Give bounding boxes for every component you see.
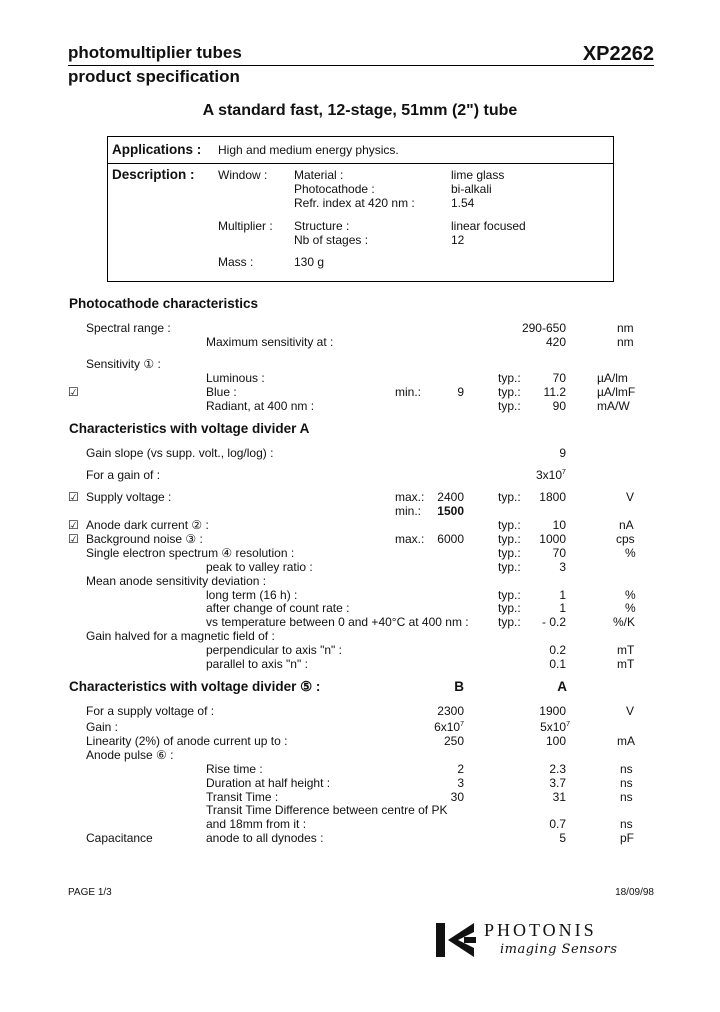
subcategory-title: product specification [68,67,240,86]
capacitance-label: Capacitance [86,831,153,845]
gain-slope-value: 9 [559,446,566,460]
blue-label: Blue : [206,385,237,399]
blue-min: min.: [395,385,422,399]
mass-value: 130 g [294,255,325,269]
multiplier-label: Multiplier : [218,219,273,233]
photocathode-label: Photocathode : [294,182,375,196]
duration-label: Duration at half height : [206,776,331,790]
checkbox-icon: ☑ [68,385,79,399]
structure-label: Structure : [294,219,350,233]
linearity-a-value: 100 [545,734,566,748]
long-term-typ: typ.: [498,588,521,602]
temperature-label: vs temperature between 0 and +40°C at 400 nm : [206,615,469,629]
supply-unit-b: V [626,704,635,718]
radiant-value: 90 [552,399,566,413]
supply-a-value: 1900 [539,704,566,718]
spectral-range-label: Spectral range : [86,321,171,335]
transit-time-b: 30 [450,790,464,804]
part-number: XP2262 [582,43,654,65]
linearity-unit: mA [617,734,635,748]
ses-typ: typ.: [498,546,521,560]
blue-typ: typ.: [498,385,521,399]
radiant-unit: mA/W [597,399,630,413]
duration-a: 3.7 [549,776,566,790]
photocathode-value: bi-alkali [451,182,492,196]
count-rate-typ: typ.: [498,601,521,615]
dark-current-label: Anode dark current ② : [86,518,209,532]
mean-deviation-label: Mean anode sensitivity deviation : [86,574,267,588]
stages-value: 12 [451,233,465,247]
transit-time-unit: ns [620,790,633,804]
photocathode-heading: Photocathode characteristics [69,296,259,311]
ttd-label-line1: Transit Time Difference between centre of PK [206,803,448,817]
structure-value: linear focused [451,219,526,233]
perpendicular-value: 0.2 [549,643,566,657]
gain-for-label: For a gain of : [86,468,161,482]
blue-min-value: 9 [457,385,464,399]
header-rule [68,65,654,66]
gain-label: Gain : [86,720,119,734]
long-term-value: 1 [559,588,566,602]
applications-label: Applications : [112,142,202,157]
supply-for-label: For a supply voltage of : [86,704,215,718]
column-a-header: A [557,679,567,694]
photonis-logo-icon [434,920,478,960]
luminous-unit: µA/lm [597,371,628,385]
page-number: PAGE 1/3 [68,887,112,898]
gain-for-value: $3x10^7$ [536,468,566,482]
anode-pulse-label: Anode pulse ⑥ : [86,748,174,762]
material-value: lime glass [451,168,505,182]
capacitance-unit: pF [620,831,635,845]
temperature-value: - 0.2 [541,615,566,629]
parallel-unit: mT [617,657,635,671]
rise-time-unit: ns [620,762,633,776]
supply-voltage-label: Supply voltage : [86,490,172,504]
supply-typ: typ.: [498,490,521,504]
noise-value: 1000 [539,532,566,546]
gain-a-value: $5x10^7$ [540,720,570,734]
max-sensitivity-value: 420 [545,335,566,349]
max-sensitivity-unit: nm [617,335,634,349]
spectral-range-unit: nm [617,321,634,335]
divider-a-heading: Characteristics with voltage divider A [69,421,310,436]
refr-index-label: Refr. index at 420 nm : [294,196,415,210]
gain-halved-label: Gain halved for a magnetic field of : [86,629,275,643]
ses-label: Single electron spectrum ④ resolution : [86,546,295,560]
peak-valley-typ: typ.: [498,560,521,574]
applications-value: High and medium energy physics. [218,143,399,157]
ttd-a-value: 0.7 [549,817,566,831]
rise-time-a: 2.3 [549,762,566,776]
dark-current-value: 10 [552,518,566,532]
long-term-unit: % [625,588,636,602]
ses-value: 70 [552,546,566,560]
count-rate-unit: % [625,601,636,615]
gain-b-value: $6x10^7$ [434,720,464,734]
radiant-label: Radiant, at 400 nm : [206,399,315,413]
linearity-b-value: 250 [443,734,464,748]
supply-unit: V [626,490,635,504]
transit-time-a: 31 [552,790,566,804]
capacitance-sub-label: anode to all dynodes : [206,831,324,845]
checkbox-icon: ☑ [68,518,79,532]
rise-time-b: 2 [457,762,464,776]
supply-b-value: 2300 [437,704,464,718]
gain-slope-label: Gain slope (vs supp. volt., log/log) : [86,446,274,460]
luminous-value: 70 [552,371,566,385]
noise-unit: cps [616,532,635,546]
blue-value: 11.2 [543,385,566,399]
ttd-unit: ns [620,817,633,831]
perpendicular-unit: mT [617,643,635,657]
max-sensitivity-label: Maximum sensitivity at : [206,335,334,349]
parallel-label: parallel to axis "n" : [206,657,308,671]
checkbox-icon: ☑ [68,532,79,546]
rise-time-label: Rise time : [206,762,263,776]
duration-unit: ns [620,776,633,790]
category-title: photomultiplier tubes [68,43,242,62]
perpendicular-label: perpendicular to axis "n" : [206,643,342,657]
checkbox-icon: ☑ [68,490,79,504]
supply-value: 1800 [539,490,566,504]
count-rate-value: 1 [559,601,566,615]
column-b-header: B [454,679,464,694]
luminous-label: Luminous : [206,371,265,385]
luminous-typ: typ.: [498,371,521,385]
stages-label: Nb of stages : [294,233,369,247]
blue-unit: µA/lmF [597,385,636,399]
document-date: 18/09/98 [615,887,654,898]
supply-max: max.: [395,490,425,504]
peak-valley-label: peak to valley ratio : [206,560,313,574]
duration-b: 3 [457,776,464,790]
count-rate-label: after change of count rate : [206,601,350,615]
spectral-range-value: 290-650 [521,321,566,335]
long-term-label: long term (16 h) : [206,588,298,602]
description-label: Description : [112,167,195,182]
divider-b-heading: Characteristics with voltage divider ⑤ : [69,679,321,694]
supply-max-value: 2400 [437,490,464,504]
window-label: Window : [218,168,268,182]
mass-label: Mass : [218,255,254,269]
material-label: Material : [294,168,344,182]
supply-min: min.: [395,504,422,518]
parallel-value: 0.1 [549,657,566,671]
dark-current-unit: nA [619,518,634,532]
supply-min-value: 1500 [437,504,464,518]
refr-index-value: 1.54 [451,196,475,210]
temperature-unit: %/K [613,615,636,629]
document-title: A standard fast, 12-stage, 51mm (2") tube [202,102,518,119]
sensitivity-label: Sensitivity ① : [86,357,161,371]
capacitance-value: 5 [559,831,566,845]
peak-valley-value: 3 [559,560,566,574]
temperature-typ: typ.: [498,615,521,629]
summary-box-divider [107,163,613,164]
linearity-label: Linearity (2%) of anode current up to : [86,734,288,748]
transit-time-label: Transit Time : [206,790,279,804]
noise-max: max.: [395,532,425,546]
noise-typ: typ.: [498,532,521,546]
brand-tagline: imaging Sensors [500,942,618,957]
dark-current-typ: typ.: [498,518,521,532]
ttd-label-line2: and 18mm from it : [206,817,307,831]
radiant-typ: typ.: [498,399,521,413]
background-noise-label: Background noise ③ : [86,532,203,546]
ses-unit: % [625,546,636,560]
brand-name: PHOTONIS [484,920,597,940]
noise-max-value: 6000 [437,532,464,546]
